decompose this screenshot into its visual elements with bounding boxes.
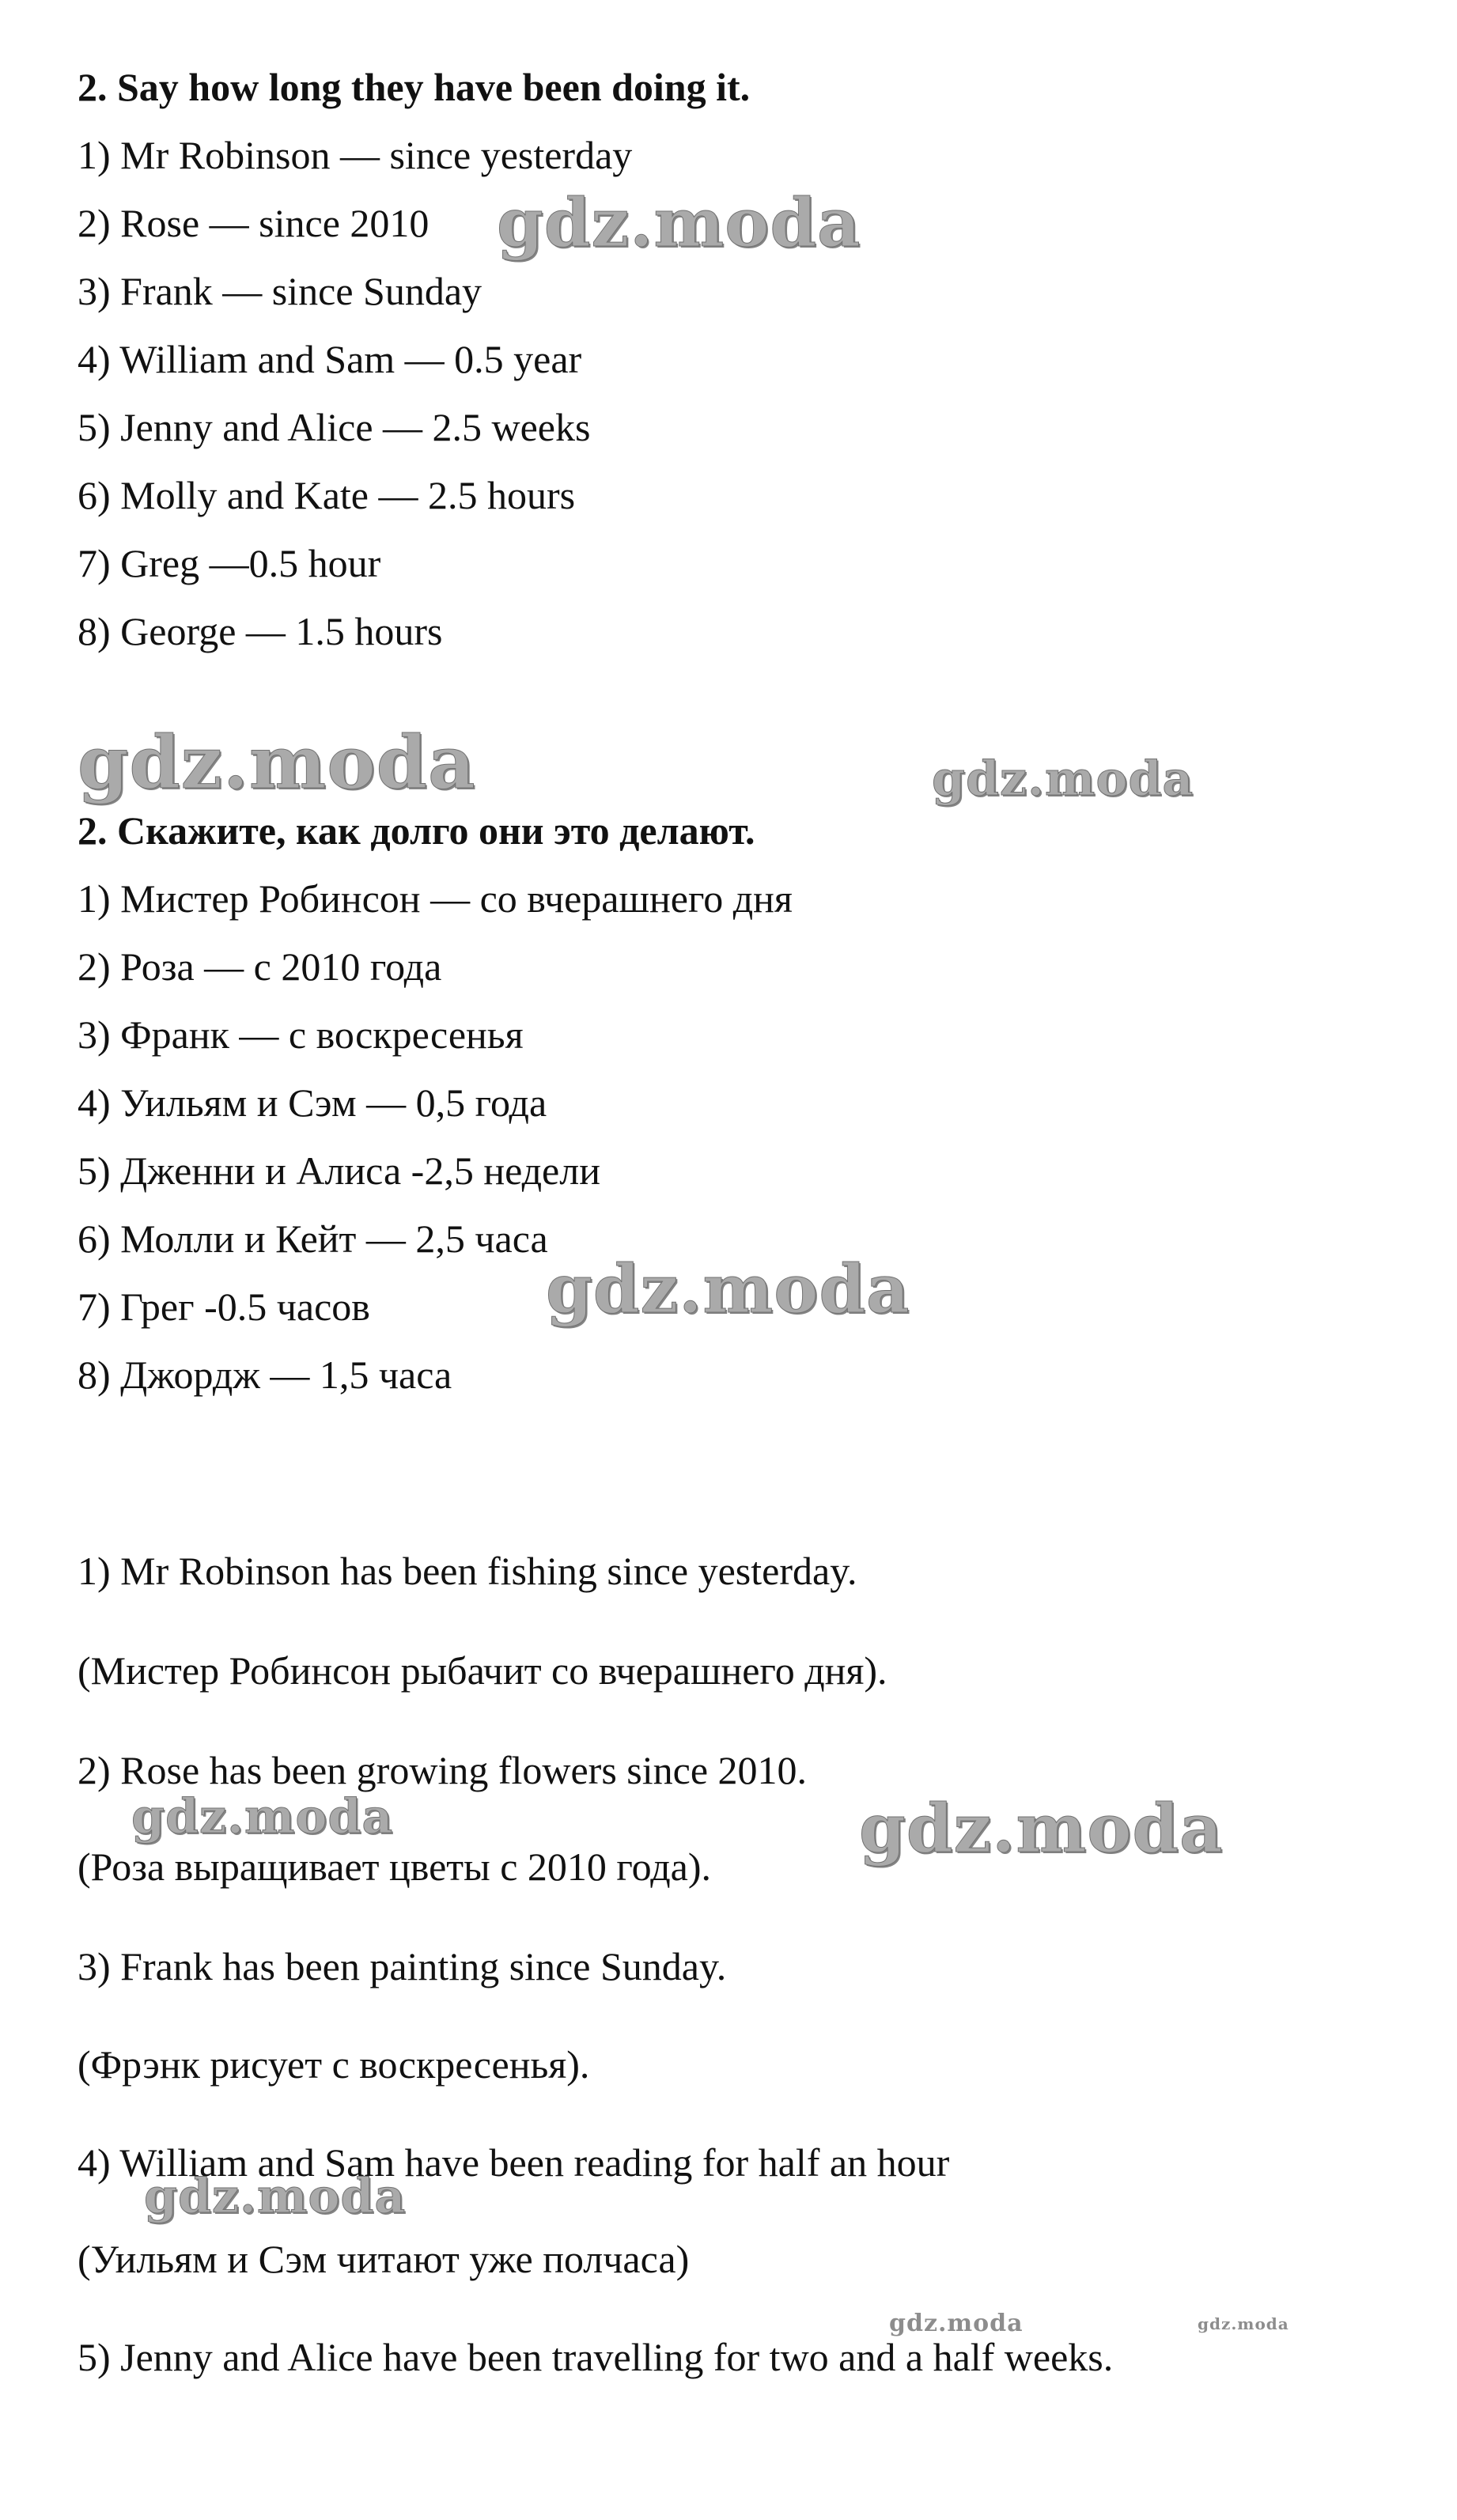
- watermark-logo: gdz.moda: [932, 751, 1194, 807]
- watermark-logo: gdz.moda: [546, 1250, 910, 1328]
- watermark-logo: gdz.moda: [131, 1789, 394, 1845]
- answer-4-ru: (Уильям и Сэм читают уже полчаса): [78, 2237, 690, 2281]
- russian-item-5: 5) Дженни и Алиса -2,5 недели: [78, 1148, 600, 1193]
- answer-2-ru: (Роза выращивает цветы с 2010 года).: [78, 1845, 712, 1889]
- russian-item-1: 1) Мистер Робинсон — со вчерашнего дня: [78, 876, 793, 921]
- watermark-logo: gdz.moda: [859, 1789, 1224, 1867]
- russian-item-4: 4) Уильям и Сэм — 0,5 года: [78, 1080, 547, 1125]
- english-item-2: 2) Rose — since 2010: [78, 201, 430, 245]
- english-item-4: 4) William and Sam — 0.5 year: [78, 337, 582, 381]
- answer-3-ru: (Фрэнк рисует с воскресенья).: [78, 2042, 590, 2087]
- answer-4-en: 4) William and Sam have been reading for half an hour: [78, 2140, 950, 2185]
- russian-heading: 2. Скажите, как долго они это делают.: [78, 808, 755, 853]
- english-item-5: 5) Jenny and Alice — 2.5 weeks: [78, 405, 591, 449]
- english-item-1: 1) Mr Robinson — since yesterday: [78, 133, 633, 177]
- english-item-3: 3) Frank — since Sunday: [78, 269, 483, 313]
- russian-item-3: 3) Франк — с воскресенья: [78, 1012, 524, 1057]
- answer-2-en: 2) Rose has been growing flowers since 2010.: [78, 1748, 808, 1792]
- answer-3-en: 3) Frank has been painting since Sunday.: [78, 1944, 727, 1988]
- answer-5-en: 5) Jenny and Alice have been travelling for two and a half weeks.: [78, 2335, 1114, 2379]
- russian-item-7: 7) Грег -0.5 часов: [78, 1285, 370, 1329]
- answer-1-en: 1) Mr Robinson has been fishing since yesterday.: [78, 1549, 857, 1593]
- russian-item-2: 2) Роза — с 2010 года: [78, 944, 442, 989]
- watermark-logo: gdz.moda: [497, 184, 861, 262]
- watermark-logo: gdz.moda: [78, 720, 476, 805]
- watermark-logo: gdz.moda: [1198, 2314, 1289, 2333]
- watermark-logo: gdz.moda: [144, 2169, 407, 2224]
- english-item-8: 8) George — 1.5 hours: [78, 609, 443, 653]
- russian-item-6: 6) Молли и Кейт — 2,5 часа: [78, 1216, 548, 1261]
- english-item-6: 6) Molly and Kate — 2.5 hours: [78, 473, 576, 517]
- answer-1-ru: (Мистер Робинсон рыбачит со вчерашнего дня).: [78, 1648, 887, 1693]
- english-heading: 2. Say how long they have been doing it.: [78, 65, 751, 109]
- watermark-logo: gdz.moda: [889, 2310, 1024, 2337]
- english-item-7: 7) Greg —0.5 hour: [78, 541, 381, 585]
- russian-item-8: 8) Джордж — 1,5 часа: [78, 1353, 452, 1397]
